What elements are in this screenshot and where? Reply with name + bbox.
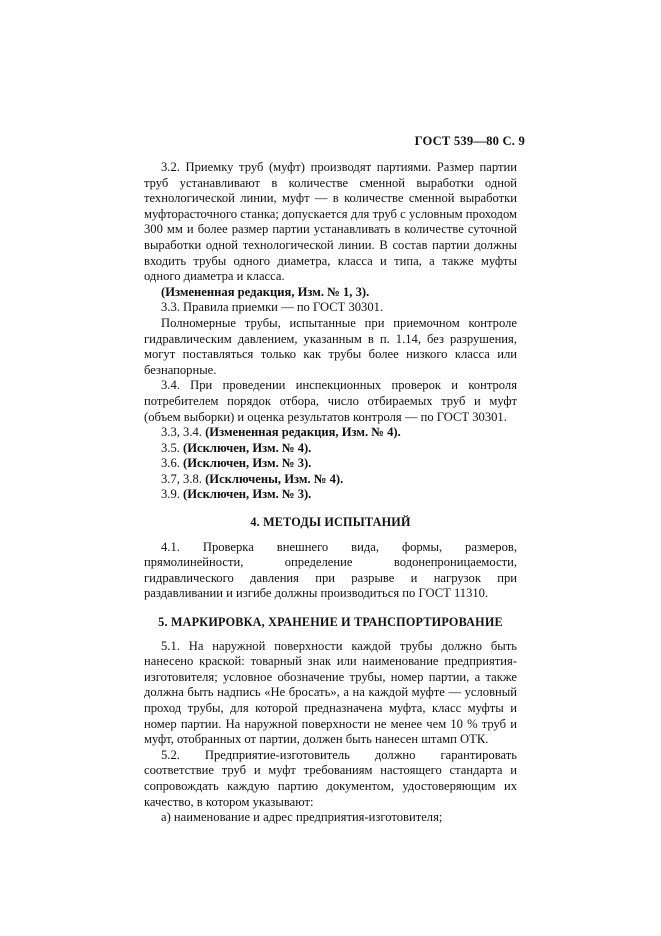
revision-note-3-2 [144,285,517,301]
document-body [144,160,517,826]
paragraph-5-1: 5.1. На наружной поверхности каждой трубы должно быть нанесено краской: товарный знак или наименование предприятия-изготовителя; условное обозначение трубы, номер партии, а также должна быть надпись «Не бросать», а на каждой муфте — условный проход трубы, для которой предназначена муфта, класс муфты и номер партии. На наружной поверхности не менее чем 10 % труб и муфт, отобранных от партии, должен быть нанесен штамп ОТК. [144,638,517,747]
clause-number: 3.3, 3.4. [161,425,202,440]
revision-note-bold: (Исключен, Изм. № 3). [183,456,312,471]
paragraph-3-3: 3.3. Правила приемки — по ГОСТ 30301. [161,300,384,315]
paragraph-5-2: 5.2. Предприятие-изготовитель должно гарантировать соответствие труб и муфт требованиям настоящего стандарта и сопровождать каждую партию документом, удостоверяющим их качество, в котором указывают: [144,747,517,809]
clause-number: 3.7, 3.8. [161,471,202,486]
revision-note-3-3-3-4 [144,425,517,441]
revision-note-bold: (Измененная редакция, Изм. № 1, 3). [161,284,370,299]
running-header: ГОСТ 539—80 С. 9 [414,134,525,148]
section-4-heading: 4. МЕТОДЫ ИСПЫТАНИЙ [250,515,411,530]
paragraph-3-4: 3.4. При проведении инспекционных проверок и контроля потребителем порядок отбора, число отбираемых труб и муфт (объем выборки) и оценка результатов контроля — по ГОСТ 30301. [144,378,517,424]
list-item-a: а) наименование и адрес предприятия-изготовителя; [161,810,443,825]
paragraph-3-2: 3.2. Приемку труб (муфт) производят партиями. Размер партии труб устанавливают в количестве сменной выработки одной технологической линии, муфт — в количестве сменной выработки муфторасточного станка; допускается для труб с условным проходом 300 мм и более размер партии устанавливать в количестве суточной выработки одной технологической линии. В состав партии должны входить трубы одного диаметра, класса и типа, а также муфты одного диаметра и класса. [144,160,517,284]
clause-3-5-excluded [144,441,517,457]
clause-number: 3.6. [161,456,180,471]
revision-note-bold: (Исключен, Изм. № 3). [183,487,312,502]
clause-number: 3.9. [161,487,180,502]
paragraph-3-3-continued: Полномерные трубы, испытанные при приемочном контроле гидравлическим давлением, указанным в п. 1.14, без разрушения, могут поставляться только как трубы более низкого класса или безнапорные. [144,315,517,377]
revision-note-bold: (Измененная редакция, Изм. № 4). [205,425,401,440]
clause-3-6-excluded [144,456,517,472]
clause-3-9-excluded [144,487,517,503]
clause-3-7-3-8-excluded [144,472,517,488]
revision-note-bold: (Исключен, Изм. № 4). [183,440,312,455]
paragraph-4-1: 4.1. Проверка внешнего вида, формы, размеров, прямолинейности, определение водонепроницаемости, гидравлического давления при разрыве и нагрузок при раздавливании и изгибе должны производиться по ГОСТ 11310. [144,539,517,601]
revision-note-bold: (Исключены, Изм. № 4). [205,471,344,486]
section-5-heading: 5. МАРКИРОВКА, ХРАНЕНИЕ И ТРАНСПОРТИРОВАНИЕ [158,615,503,630]
clause-number: 3.5. [161,440,180,455]
